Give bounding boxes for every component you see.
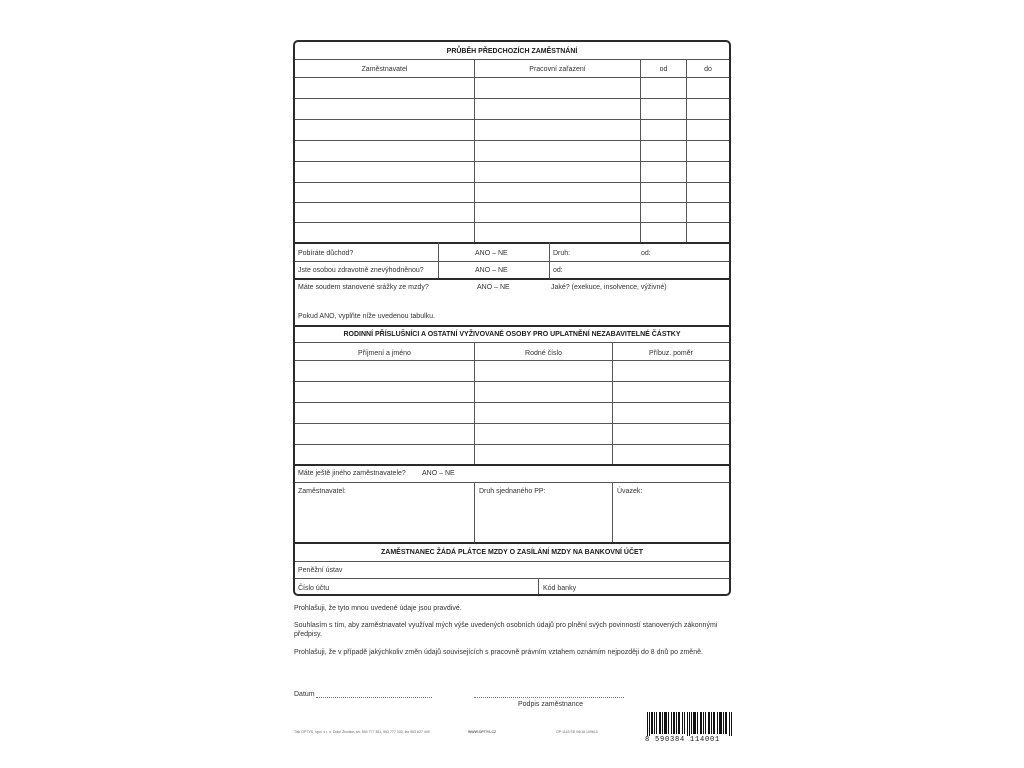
col-to-header: do — [704, 66, 712, 73]
footer-website: WWW.OPTYS.CZ — [468, 730, 497, 734]
col-relation-header: Příbuz. poměr — [649, 350, 693, 357]
pension-from-label: od: — [641, 250, 651, 257]
bank-code-label: Kód banky — [543, 585, 577, 592]
other-employer-answer: ANO – NE — [422, 470, 455, 477]
footer-publisher: Tisk OPTYS, spol. s r. o. Dolní Životice, tel. 553 777 381, 553 777 333, fax 553 627 449 — [294, 730, 430, 734]
date-line — [316, 697, 432, 698]
contract-type-label: Druh sjednaného PP: — [479, 488, 546, 495]
date-label: Datum — [294, 691, 315, 698]
pension-type-label: Druh: — [553, 250, 571, 257]
other-employer-question: Máte ještě jiného zaměstnavatele? — [298, 470, 406, 477]
form-frame — [293, 40, 731, 596]
col-birth-header: Rodné číslo — [525, 350, 562, 357]
employment-title: PRŮBĚH PŘEDCHOZÍCH ZAMĚSTNÁNÍ — [446, 48, 578, 55]
disabled-answer: ANO – NE — [475, 267, 508, 274]
declaration-consent: Souhlasím s tím, aby zaměstnavatel využíval mých výše uvedených osobních údajů pro plnění svých povinností stanovených zákonnými předpisy. — [294, 622, 718, 638]
col-from-header: od — [659, 66, 668, 73]
barcode-icon — [647, 712, 733, 736]
declaration-truth: Prohlašuji, že tyto mnou uvedené údaje jsou pravdivé. — [294, 605, 462, 612]
account-number-label: Číslo účtu — [298, 585, 330, 592]
pension-question: Pobíráte důchod? — [298, 250, 354, 257]
bank-title: ZAMĚSTNANEC ŽÁDÁ PLÁTCE MZDY O ZASÍLÁNÍ MZDY NA BANKOVNÍ ÚČET — [381, 549, 643, 556]
deductions-answer: ANO – NE — [477, 284, 510, 291]
signature-label: Podpis zaměstnance — [518, 701, 583, 708]
footer-code: OP 1143 ED 06/18 109613 — [556, 730, 598, 734]
deductions-question: Máte soudem stanovené srážky ze mzdy? — [298, 284, 429, 291]
pension-answer: ANO – NE — [475, 250, 508, 257]
family-title: RODINNÍ PŘÍSLUŠNÍCI A OSTATNÍ VYŽIVOVANÉ OSOBY PRO UPLATNĚNÍ NEZABAVITELNÉ ČÁSTKY — [343, 331, 681, 338]
col-name-header: Příjmení a jméno — [358, 350, 411, 357]
disabled-question: Jste osobou zdravotně znevýhodněnou? — [298, 267, 424, 274]
disabled-from-label: od: — [553, 267, 563, 274]
col-position-header: Pracovní zařazení — [529, 66, 586, 73]
bank-institution-label: Peněžní ústav — [298, 567, 343, 574]
work-hours-label: Úvazek: — [617, 488, 643, 495]
other-employer-name-label: Zaměstnavatel: — [298, 488, 346, 495]
barcode-number: 8 590384 114001 — [645, 736, 721, 744]
declaration-changes: Prohlašuji, že v případě jakýchkoliv změn údajů souvisejících s pracovně právním vztahem oznámím nejpozději do 8 dnů po změně. — [294, 649, 703, 656]
col-employer-header: Zaměstnavatel — [361, 66, 408, 73]
deductions-note: Pokud ANO, vyplňte níže uvedenou tabulku. — [298, 313, 435, 320]
signature-line — [474, 697, 624, 698]
deductions-which: Jaké? (exekuce, insolvence, výživné) — [551, 284, 667, 291]
